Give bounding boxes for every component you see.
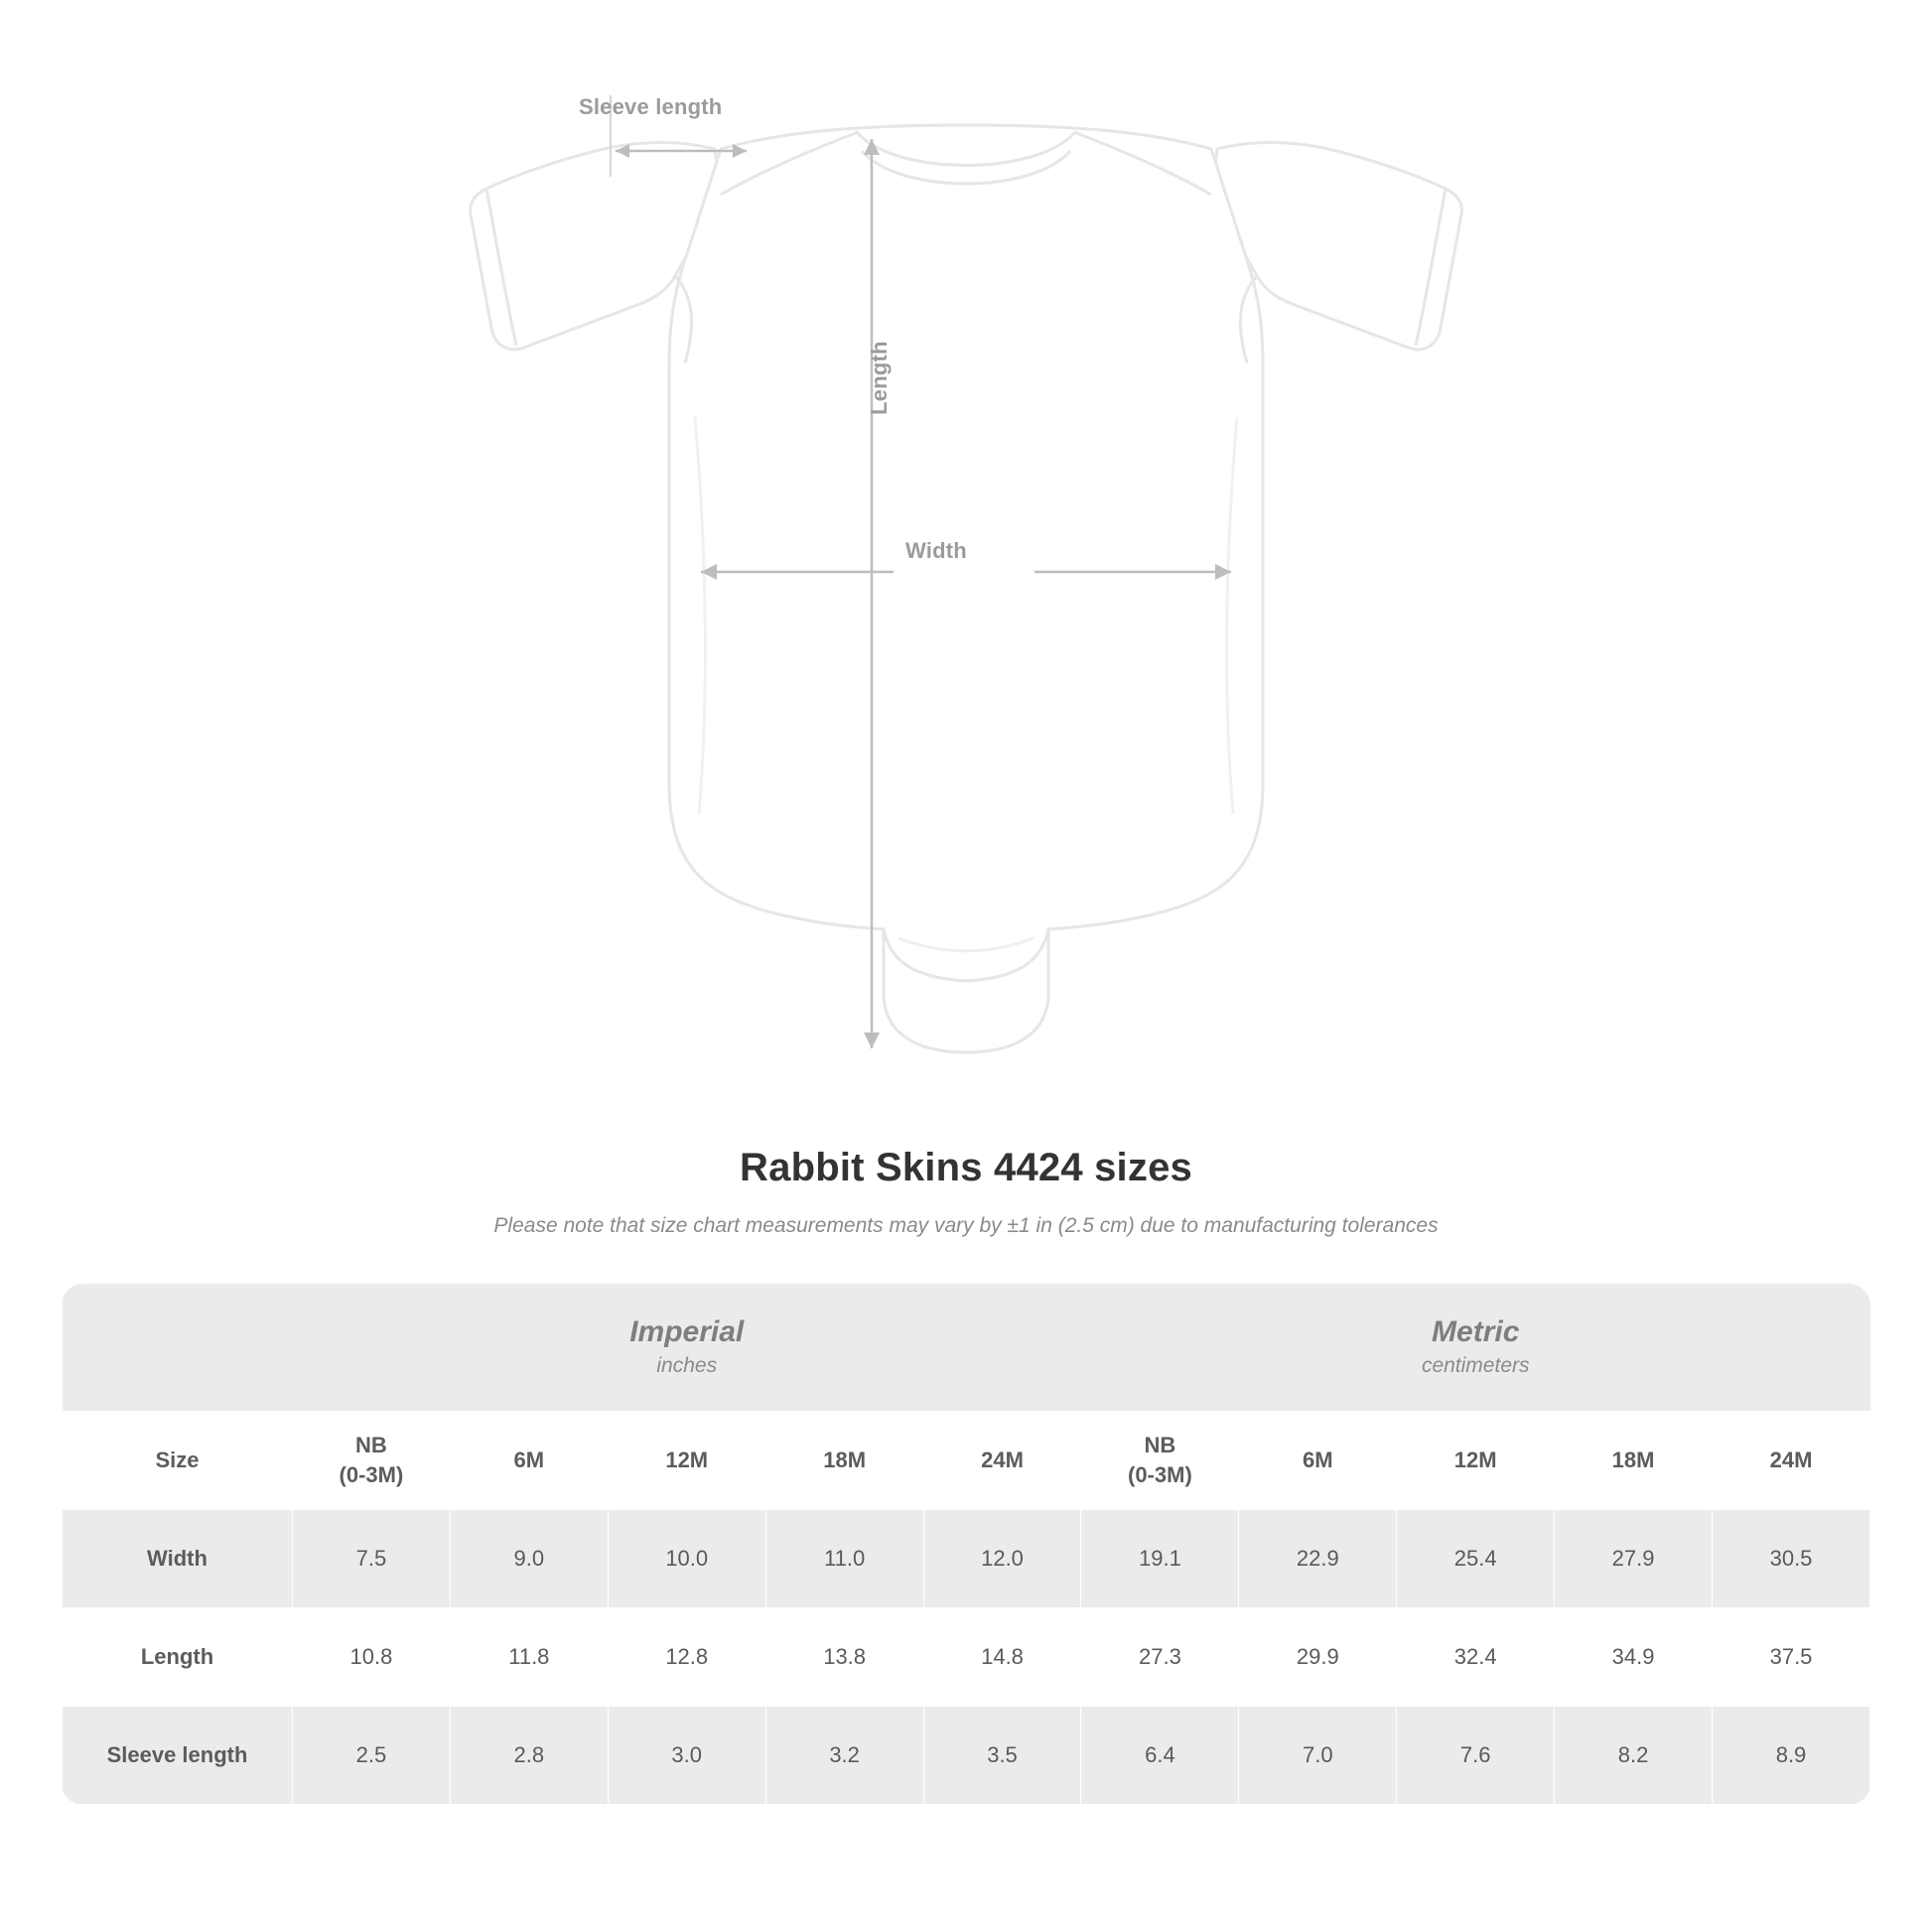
size-table-container xyxy=(62,1284,1870,1805)
size-table xyxy=(62,1284,1870,1805)
cell-sleeve-18m-imperial: 3.2 xyxy=(765,1707,923,1805)
header-cell-24m-imperial: 24M xyxy=(923,1412,1081,1510)
column-header-row xyxy=(63,1412,1870,1510)
row-label-width: Width xyxy=(63,1510,293,1608)
header-cell-18m-imperial: 18M xyxy=(765,1412,923,1510)
header-cell-nb-imperial xyxy=(293,1412,451,1510)
header-cell-12m-metric: 12M xyxy=(1397,1412,1555,1510)
cell-width-6m-metric: 22.9 xyxy=(1239,1510,1397,1608)
cell-length-18m-imperial: 13.8 xyxy=(765,1608,923,1707)
cell-sleeve-6m-metric: 7.0 xyxy=(1239,1707,1397,1805)
unit-header-row xyxy=(63,1284,1870,1412)
cell-length-24m-metric: 37.5 xyxy=(1713,1608,1870,1707)
width-dimension-label: Width xyxy=(905,538,967,563)
cell-length-nb-metric: 27.3 xyxy=(1081,1608,1239,1707)
length-dimension-label: Length xyxy=(867,341,892,415)
cell-sleeve-nb-metric: 6.4 xyxy=(1081,1707,1239,1805)
imperial-unit-cell xyxy=(293,1284,1081,1412)
cell-sleeve-6m-imperial: 2.8 xyxy=(450,1707,608,1805)
cell-width-12m-imperial: 10.0 xyxy=(608,1510,765,1608)
cell-width-nb-metric: 19.1 xyxy=(1081,1510,1239,1608)
unit-corner-cell xyxy=(63,1284,293,1412)
cell-sleeve-12m-metric: 7.6 xyxy=(1397,1707,1555,1805)
table-row xyxy=(63,1608,1870,1707)
metric-sublabel: centimeters xyxy=(1421,1354,1530,1377)
cell-width-18m-metric: 27.9 xyxy=(1555,1510,1713,1608)
cell-sleeve-12m-imperial: 3.0 xyxy=(608,1707,765,1805)
cell-sleeve-24m-imperial: 3.5 xyxy=(923,1707,1081,1805)
cell-sleeve-24m-metric: 8.9 xyxy=(1713,1707,1870,1805)
cell-length-24m-imperial: 14.8 xyxy=(923,1608,1081,1707)
cell-sleeve-nb-imperial: 2.5 xyxy=(293,1707,451,1805)
size-header-cell: Size xyxy=(63,1412,293,1510)
header-cell-6m-imperial: 6M xyxy=(450,1412,608,1510)
cell-length-18m-metric: 34.9 xyxy=(1555,1608,1713,1707)
cell-length-12m-imperial: 12.8 xyxy=(608,1608,765,1707)
title-block xyxy=(0,1146,1932,1238)
cell-length-6m-imperial: 11.8 xyxy=(450,1608,608,1707)
header-line1: NB xyxy=(355,1433,387,1458)
header-line2: (0-3M) xyxy=(339,1462,404,1487)
row-label-sleeve-length: Sleeve length xyxy=(63,1707,293,1805)
header-cell-nb-metric xyxy=(1081,1412,1239,1510)
imperial-label: Imperial xyxy=(629,1314,745,1348)
tolerance-note: Please note that size chart measurements may vary by ±1 in (2.5 cm) due to manufacturing tolerances xyxy=(493,1214,1439,1237)
sleeve-length-dimension-label: Sleeve length xyxy=(579,94,723,119)
row-label-length: Length xyxy=(63,1608,293,1707)
cell-width-nb-imperial: 7.5 xyxy=(293,1510,451,1608)
cell-width-24m-metric: 30.5 xyxy=(1713,1510,1870,1608)
page-title: Rabbit Skins 4424 sizes xyxy=(740,1146,1192,1189)
table-row xyxy=(63,1707,1870,1805)
cell-length-6m-metric: 29.9 xyxy=(1239,1608,1397,1707)
cell-sleeve-18m-metric: 8.2 xyxy=(1555,1707,1713,1805)
header-cell-6m-metric: 6M xyxy=(1239,1412,1397,1510)
header-line2: (0-3M) xyxy=(1128,1462,1192,1487)
header-cell-24m-metric: 24M xyxy=(1713,1412,1870,1510)
cell-length-12m-metric: 32.4 xyxy=(1397,1608,1555,1707)
header-cell-18m-metric: 18M xyxy=(1555,1412,1713,1510)
cell-width-24m-imperial: 12.0 xyxy=(923,1510,1081,1608)
cell-width-6m-imperial: 9.0 xyxy=(450,1510,608,1608)
cell-width-18m-imperial: 11.0 xyxy=(765,1510,923,1608)
cell-length-nb-imperial: 10.8 xyxy=(293,1608,451,1707)
metric-label: Metric xyxy=(1432,1314,1520,1348)
cell-width-12m-metric: 25.4 xyxy=(1397,1510,1555,1608)
header-line1: NB xyxy=(1144,1433,1176,1458)
metric-unit-cell xyxy=(1081,1284,1870,1412)
table-row xyxy=(63,1510,1870,1608)
imperial-sublabel: inches xyxy=(656,1354,718,1377)
header-cell-12m-imperial: 12M xyxy=(608,1412,765,1510)
